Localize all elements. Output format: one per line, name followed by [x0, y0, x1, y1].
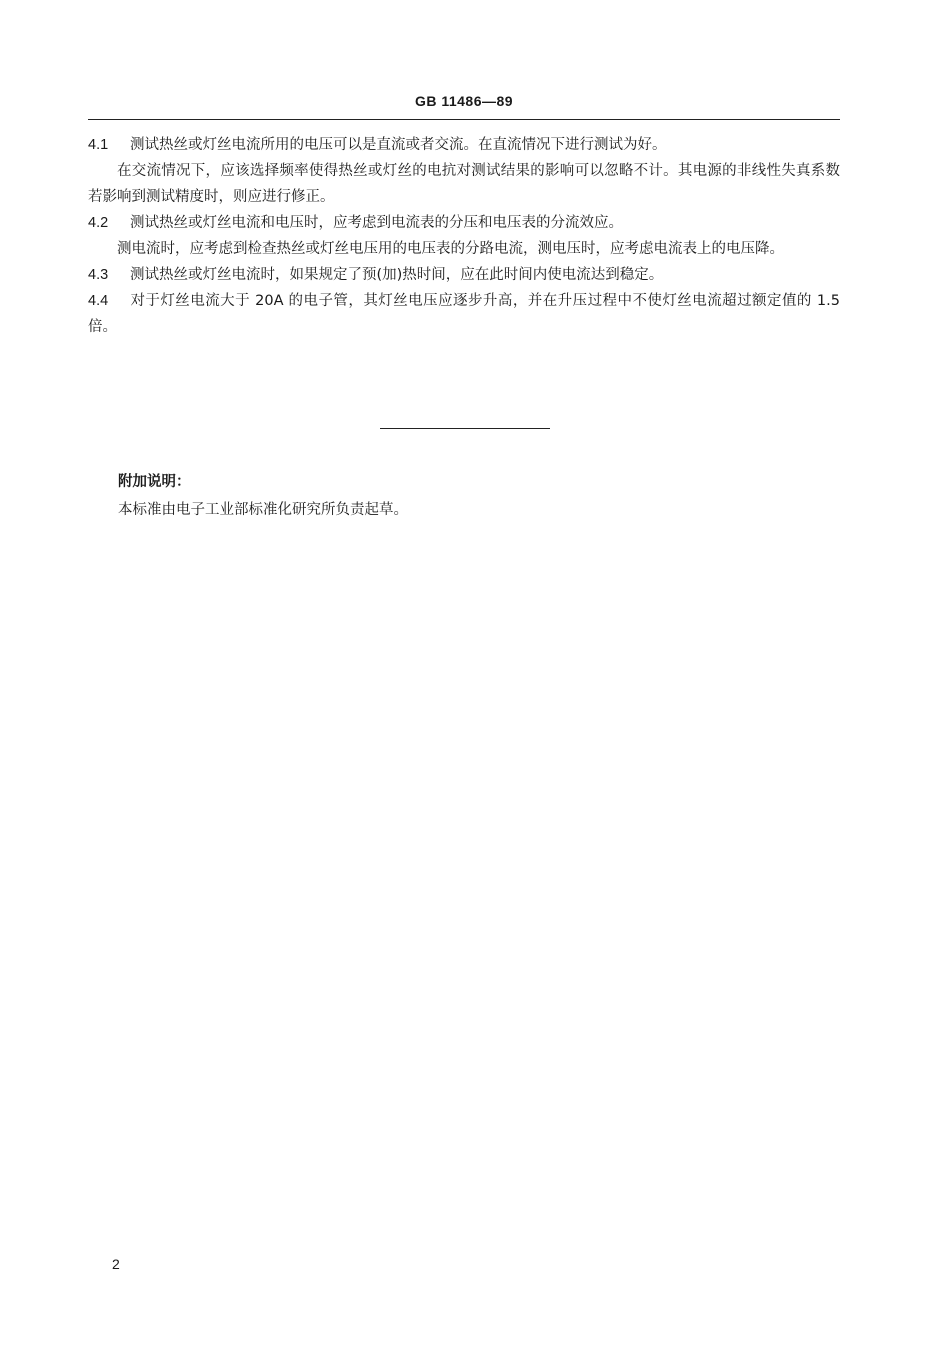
- end-of-text-rule: [380, 428, 550, 429]
- clause-text: 测试热丝或灯丝电流时，如果规定了预(加)热时间，应在此时间内使电流达到稳定。: [130, 267, 664, 283]
- clause-text: 测电流时，应考虑到检查热丝或灯丝电压用的电压表的分路电流，测电压时，应考虑电流表上的电压降。: [117, 241, 784, 257]
- document-body: [88, 132, 840, 340]
- clause-text: 在交流情况下，应该选择频率使得热丝或灯丝的电抗对测试结果的影响可以忽略不计。其电源的非线性失真系数若影响到测试精度时，则应进行修正。: [88, 163, 840, 205]
- clause-number: 4.1: [88, 137, 109, 153]
- clause-4-4: [88, 288, 840, 340]
- clause-4-1-continuation: [88, 158, 840, 210]
- header-rule: [88, 119, 840, 120]
- clause-number: 4.4: [88, 293, 109, 309]
- clause-4-3: [88, 262, 840, 288]
- page-number: 2: [112, 1256, 120, 1272]
- appendix-text: 本标准由电子工业部标准化研究所负责起草。: [118, 502, 408, 518]
- clause-number: 4.3: [88, 267, 109, 283]
- clause-4-2: [88, 210, 840, 236]
- appendix: [118, 468, 838, 524]
- clause-text: 测试热丝或灯丝电流和电压时，应考虑到电流表的分压和电压表的分流效应。: [130, 215, 623, 231]
- clause-4-1: [88, 132, 840, 158]
- clause-4-2-continuation: [88, 236, 840, 262]
- clause-text: 对于灯丝电流大于 20A 的电子管，其灯丝电压应逐步升高，并在升压过程中不使灯丝电流超过额定值的 1.5 倍。: [88, 293, 840, 335]
- appendix-title: 附加说明：: [118, 474, 191, 490]
- standard-code-header: GB 11486—89: [414, 93, 514, 109]
- clause-number: 4.2: [88, 215, 109, 231]
- clause-text: 测试热丝或灯丝电流所用的电压可以是直流或者交流。在直流情况下进行测试为好。: [130, 137, 667, 153]
